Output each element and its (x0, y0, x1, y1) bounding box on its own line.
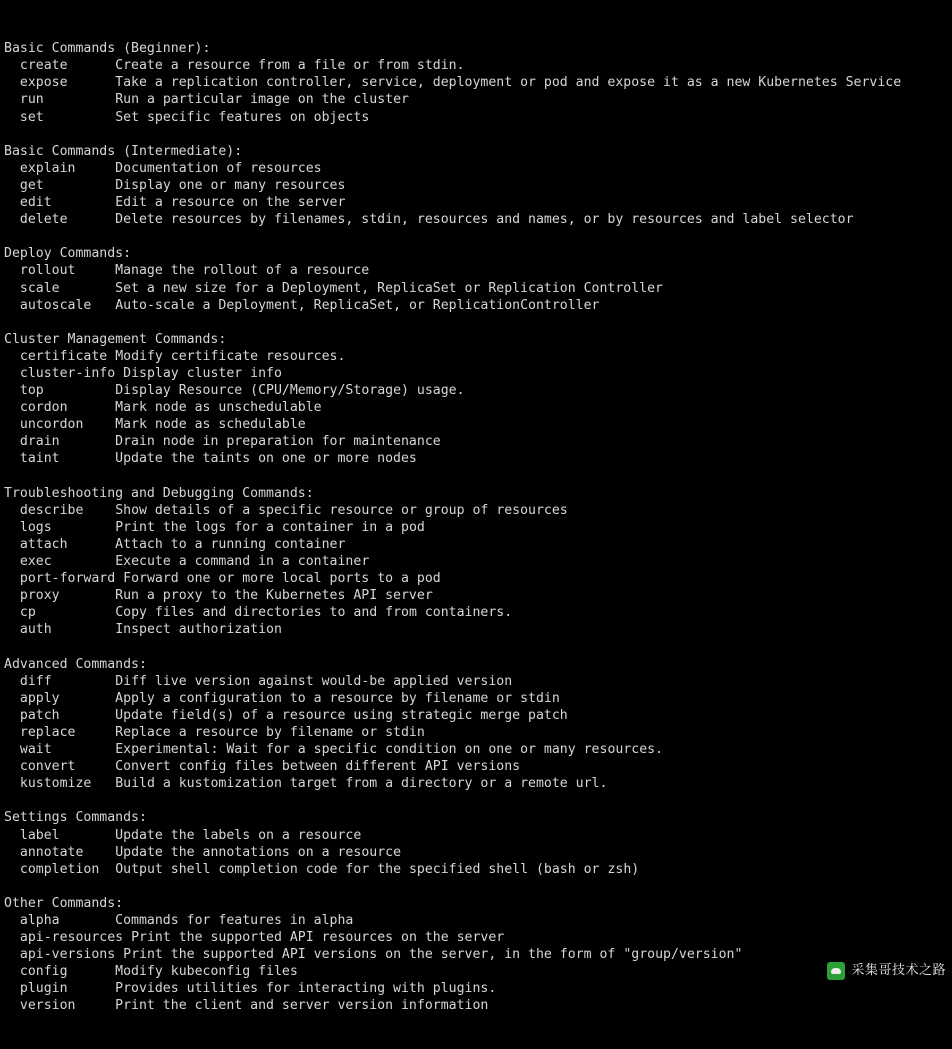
blank-line (4, 638, 952, 655)
command-line (4, 707, 952, 724)
command-name: kustomize (19, 776, 92, 792)
command-line (4, 416, 952, 433)
command-description: Mark node as unschedulable (115, 400, 322, 416)
command-name: scale (19, 280, 60, 296)
command-description: Print the supported API resources on the server (131, 930, 505, 946)
column-pad (44, 178, 115, 193)
column-pad (83, 845, 115, 860)
command-name: annotate (19, 844, 84, 860)
column-pad (60, 434, 116, 449)
blank-line (4, 878, 952, 895)
command-line (4, 827, 952, 844)
command-line (4, 536, 952, 553)
command-description: Apply a configuration to a resource by filename or stdin (115, 690, 560, 706)
column-pad (52, 554, 116, 569)
command-name: create (19, 58, 68, 74)
command-description: Display Resource (CPU/Memory/Storage) usage. (115, 383, 465, 399)
command-description: Take a replication controller, service, deployment or pod and expose it as a new Kubernetes Service (115, 75, 902, 91)
command-name: version (19, 998, 76, 1014)
command-line (4, 450, 952, 467)
command-line (4, 997, 952, 1014)
command-name: delete (19, 212, 68, 228)
column-pad (60, 708, 116, 723)
command-description: Copy files and directories to and from containers. (115, 605, 513, 621)
column-pad (115, 947, 123, 962)
column-pad (52, 622, 116, 637)
column-pad (52, 742, 116, 757)
command-name: wait (19, 742, 52, 758)
command-name: top (19, 383, 44, 399)
command-name: explain (19, 160, 76, 176)
column-pad (60, 691, 116, 706)
command-line (4, 929, 952, 946)
command-name: apply (19, 690, 60, 706)
command-line (4, 621, 952, 638)
command-group-header: Basic Commands (Beginner): (4, 41, 211, 57)
command-name: cluster-info (19, 365, 116, 381)
command-name: api-resources (19, 930, 124, 946)
command-line (4, 160, 952, 177)
command-line (4, 382, 952, 399)
command-name: certificate (19, 348, 108, 364)
column-pad (68, 75, 116, 90)
command-line (4, 587, 952, 604)
command-description: Build a kustomization target from a directory or a remote url. (115, 776, 608, 792)
command-name: plugin (19, 981, 68, 997)
command-name: cp (19, 605, 36, 621)
command-description: Inspect authorization (115, 622, 282, 638)
command-line (4, 861, 952, 878)
command-group (4, 143, 952, 228)
command-description: Auto-scale a Deployment, ReplicaSet, or ReplicationController (115, 297, 600, 313)
command-line (4, 690, 952, 707)
command-description: Diff live version against would-be applied version (115, 673, 513, 689)
command-description: Print the supported API versions on the server, in the form of "group/version" (123, 947, 743, 963)
command-line (4, 741, 952, 758)
command-description: Execute a command in a container (115, 554, 370, 569)
column-pad (115, 571, 123, 586)
command-description: Convert config files between different API versions (115, 759, 521, 775)
command-group-header: Advanced Commands: (4, 656, 147, 672)
command-description: Print the client and server version information (115, 998, 489, 1014)
command-description: Modify kubeconfig files (115, 964, 298, 980)
command-name: get (19, 177, 44, 193)
column-pad (44, 92, 115, 107)
command-line (4, 553, 952, 570)
command-description: Run a proxy to the Kubernetes API server (115, 588, 433, 604)
command-name: logs (19, 519, 52, 535)
command-name: describe (19, 502, 84, 518)
command-description: Mark node as schedulable (115, 417, 306, 433)
command-line (4, 775, 952, 792)
column-pad (123, 930, 131, 945)
command-line (4, 262, 952, 279)
command-name: port-forward (19, 571, 116, 587)
command-line (4, 433, 952, 450)
command-description: Attach to a running container (115, 536, 346, 552)
command-description: Set a new size for a Deployment, ReplicaSet or Replication Controller (115, 280, 664, 296)
command-name: autoscale (19, 297, 92, 313)
command-description: Print the logs for a container in a pod (115, 519, 425, 535)
column-pad (83, 417, 115, 432)
column-pad (68, 964, 116, 979)
column-pad (75, 998, 115, 1013)
command-description: Update field(s) of a resource using strategic merge patch (115, 707, 568, 723)
command-line (4, 348, 952, 365)
column-pad (52, 674, 116, 689)
command-group (4, 485, 952, 639)
command-description: Set specific features on objects (115, 109, 370, 125)
command-group (4, 656, 952, 793)
column-pad (91, 298, 115, 313)
column-pad (60, 451, 116, 466)
command-name: taint (19, 451, 60, 467)
column-pad (60, 828, 116, 843)
command-description: Delete resources by filenames, stdin, resources and names, or by resources and label selector (115, 212, 854, 228)
command-line (4, 912, 952, 929)
command-line (4, 194, 952, 211)
command-line (4, 211, 952, 228)
command-name: attach (19, 536, 68, 552)
column-pad (60, 281, 116, 296)
column-pad (75, 725, 115, 740)
blank-line (4, 792, 952, 809)
command-description: Manage the rollout of a resource (115, 263, 370, 279)
command-description: Create a resource from a file or from stdin. (115, 58, 465, 74)
command-description: Edit a resource on the server (115, 195, 346, 211)
command-group-header: Troubleshooting and Debugging Commands: (4, 485, 314, 501)
command-name: proxy (19, 588, 60, 604)
column-pad (99, 862, 115, 877)
column-pad (60, 913, 116, 928)
column-pad (91, 776, 115, 791)
command-line (4, 758, 952, 775)
column-pad (68, 537, 116, 552)
command-name: config (19, 964, 68, 980)
command-name: edit (19, 195, 52, 211)
command-line (4, 724, 952, 741)
column-pad (75, 759, 115, 774)
command-group-header: Other Commands: (4, 895, 124, 911)
command-line (4, 963, 952, 980)
blank-line (4, 468, 952, 485)
command-group-header: Basic Commands (Intermediate): (4, 143, 243, 159)
command-group (4, 40, 952, 125)
command-line (4, 519, 952, 536)
command-line (4, 74, 952, 91)
command-description: Commands for features in alpha (115, 912, 354, 928)
command-line (4, 91, 952, 108)
command-name: drain (19, 434, 60, 450)
column-pad (107, 349, 115, 364)
command-line (4, 946, 952, 963)
command-description: Update the taints on one or more nodes (115, 451, 417, 467)
command-group-header: Deploy Commands: (4, 246, 132, 262)
column-pad (68, 400, 116, 415)
column-pad (44, 110, 115, 125)
column-pad (83, 503, 115, 518)
command-line (4, 844, 952, 861)
command-description: Update the labels on a resource (115, 827, 362, 843)
command-name: uncordon (19, 417, 84, 433)
command-name: set (19, 109, 44, 125)
command-name: auth (19, 622, 52, 638)
blank-line (4, 314, 952, 331)
command-line (4, 109, 952, 126)
command-description: Display one or many resources (115, 177, 346, 193)
command-name: label (19, 827, 60, 843)
command-description: Forward one or more local ports to a pod (123, 571, 441, 587)
command-name: run (19, 92, 44, 108)
help-text-content (4, 40, 952, 1014)
command-name: api-versions (19, 947, 116, 963)
watermark-badge (827, 962, 946, 980)
command-name: replace (19, 724, 76, 740)
column-pad (75, 263, 115, 278)
command-name: convert (19, 759, 76, 775)
command-group (4, 331, 952, 468)
command-line (4, 177, 952, 194)
command-description: Modify certificate resources. (115, 348, 346, 364)
command-line (4, 57, 952, 74)
command-group-header: Cluster Management Commands: (4, 331, 227, 347)
column-pad (75, 161, 115, 176)
command-name: completion (19, 861, 100, 877)
command-description: Update the annotations on a resource (115, 844, 402, 860)
command-name: exec (19, 554, 52, 569)
blank-line (4, 126, 952, 143)
column-pad (68, 58, 116, 73)
command-line (4, 297, 952, 314)
command-group (4, 809, 952, 877)
watermark-label: 采集哥技术之路 (851, 963, 946, 979)
column-pad (115, 366, 123, 381)
column-pad (68, 212, 116, 227)
command-name: patch (19, 707, 60, 723)
command-line (4, 604, 952, 621)
column-pad (60, 588, 116, 603)
command-line (4, 570, 952, 587)
command-line (4, 502, 952, 519)
command-name: expose (19, 75, 68, 91)
command-description: Documentation of resources (115, 160, 322, 176)
command-description: Output shell completion code for the specified shell (bash or zsh) (115, 861, 640, 877)
command-line (4, 980, 952, 997)
command-line (4, 673, 952, 690)
command-description: Experimental: Wait for a specific condition on one or many resources. (115, 742, 664, 758)
command-line (4, 280, 952, 297)
command-description: Provides utilities for interacting with plugins. (115, 981, 497, 997)
command-description: Display cluster info (123, 365, 282, 381)
command-group-header: Settings Commands: (4, 810, 147, 826)
command-group (4, 895, 952, 1015)
column-pad (36, 605, 115, 620)
command-name: cordon (19, 400, 68, 416)
column-pad (52, 195, 116, 210)
command-line (4, 365, 952, 382)
command-description: Drain node in preparation for maintenance (115, 434, 441, 450)
command-description: Replace a resource by filename or stdin (115, 724, 425, 740)
column-pad (44, 383, 115, 398)
wechat-icon (827, 962, 845, 980)
command-name: diff (19, 673, 52, 689)
command-description: Show details of a specific resource or group of resources (115, 502, 568, 518)
blank-line (4, 228, 952, 245)
command-group (4, 245, 952, 313)
command-line (4, 399, 952, 416)
command-description: Run a particular image on the cluster (115, 92, 409, 108)
command-name: alpha (19, 912, 60, 928)
command-name: rollout (19, 263, 76, 279)
column-pad (52, 520, 116, 535)
